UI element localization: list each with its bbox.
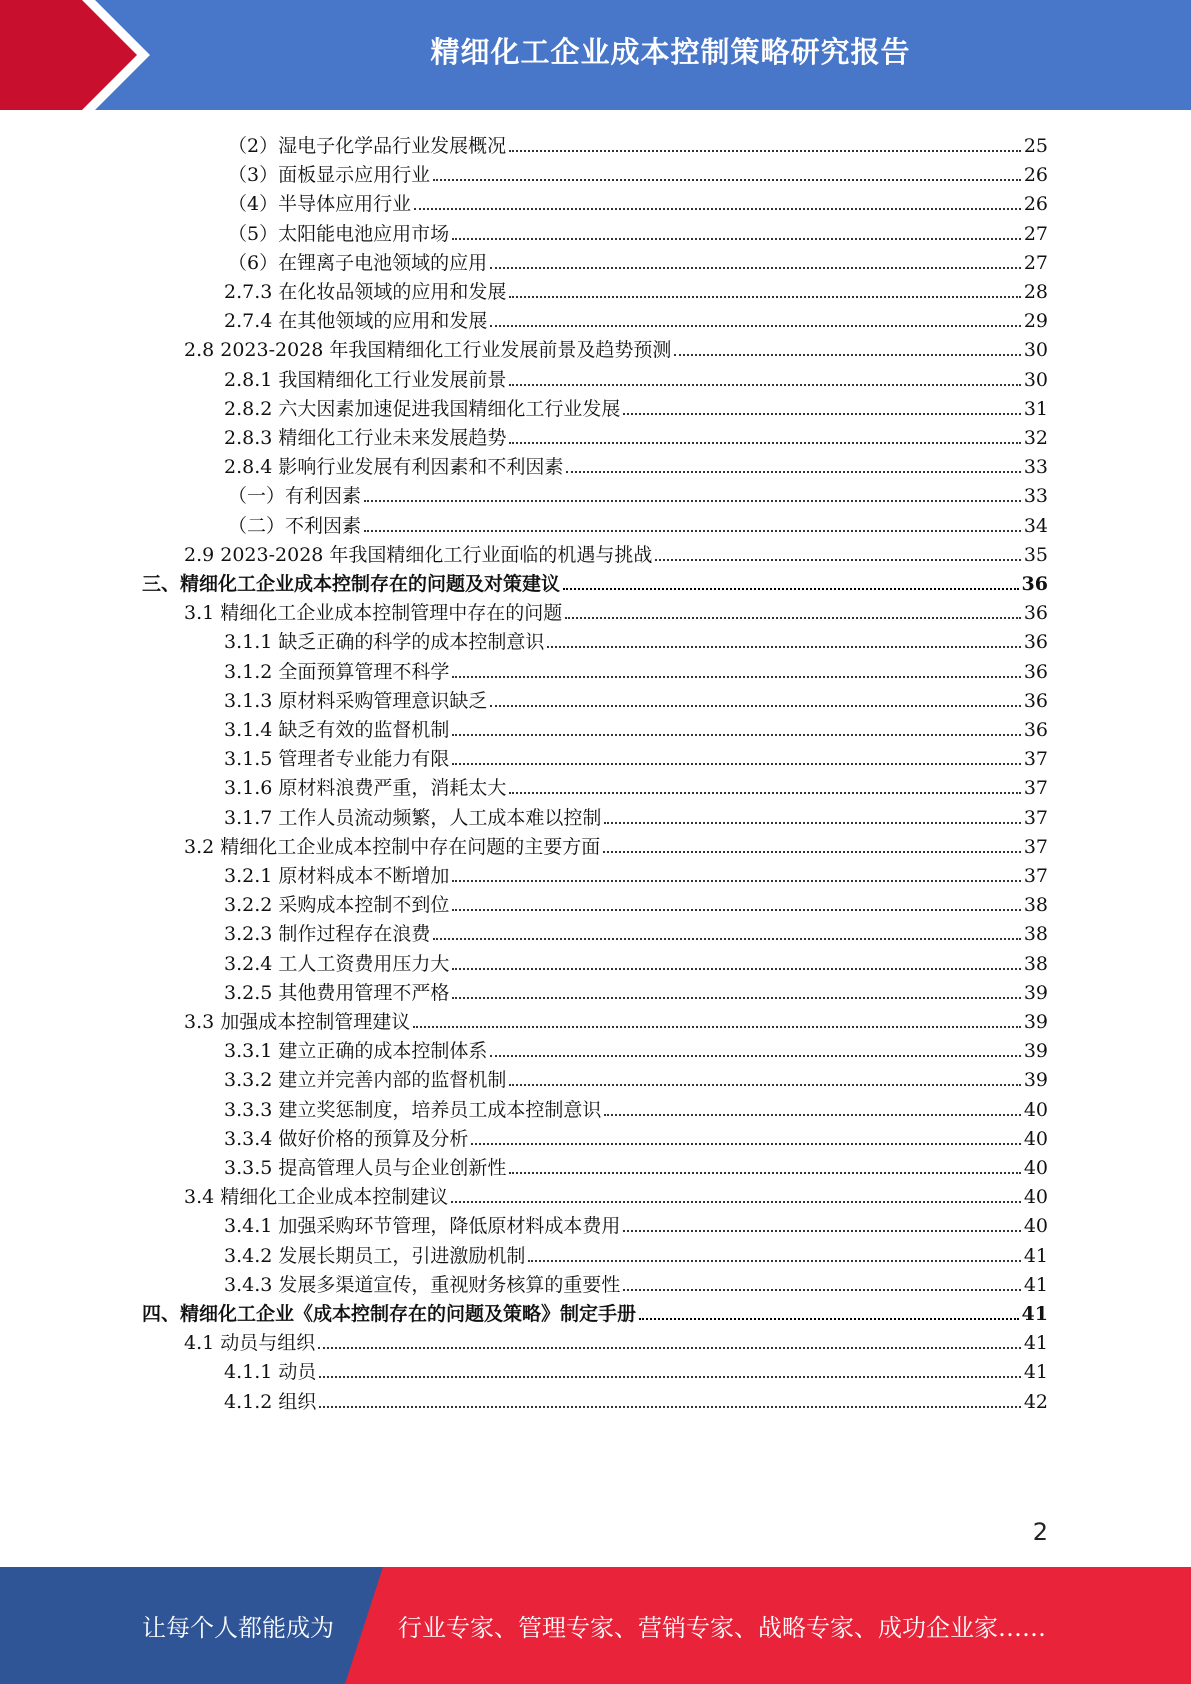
toc-entry-label: 2.8.2 六大因素加速促进我国精细化工行业发展	[224, 397, 621, 420]
header-chevron-icon	[0, 0, 160, 110]
toc-entry-page: 40	[1023, 1186, 1048, 1209]
toc-entry-label: 3.2 精细化工企业成本控制中存在问题的主要方面	[184, 835, 601, 858]
toc-entry-label: 3.1.3 原材料采购管理意识缺乏	[224, 689, 488, 712]
toc-entry-page: 37	[1023, 806, 1048, 829]
toc-entry-label: 2.7.4 在其他领域的应用和发展	[224, 310, 488, 333]
toc-entry[interactable]	[224, 1266, 1048, 1296]
toc-entry[interactable]	[228, 477, 1048, 507]
toc-dot-leader	[623, 413, 1020, 415]
toc-entry-label: 3.1.1 缺乏正确的科学的成本控制意识	[224, 631, 545, 654]
toc-entry-label: 3.4.2 发展长期员工，引进激励机制	[224, 1244, 526, 1267]
toc-entry[interactable]	[184, 594, 1048, 624]
toc-entry-label: （2）湿电子化学品行业发展概况	[228, 135, 507, 157]
toc-entry[interactable]	[184, 1003, 1048, 1033]
toc-entry-page: 37	[1023, 865, 1048, 887]
toc-entry[interactable]	[228, 244, 1048, 274]
toc-entry[interactable]	[228, 156, 1048, 186]
toc-entry-label: 2.9 2023-2028 年我国精细化工行业面临的机遇与挑战	[184, 543, 653, 566]
toc-entry-page: 26	[1023, 193, 1048, 216]
toc-entry-page: 41	[1023, 1361, 1048, 1384]
toc-dot-leader	[413, 1026, 1021, 1028]
toc-entry[interactable]	[224, 1120, 1048, 1150]
toc-entry[interactable]	[224, 886, 1048, 916]
toc-entry-page: 40	[1023, 1127, 1048, 1150]
toc-entry-page: 36	[1021, 573, 1048, 595]
toc-entry[interactable]	[142, 565, 1048, 595]
toc-entry-page: 41	[1023, 1244, 1048, 1267]
toc-dot-leader	[319, 1376, 1020, 1378]
page-footer	[0, 1567, 1191, 1684]
toc-dot-leader	[452, 997, 1020, 999]
footer-slogan-left: 让每个人都能成为	[142, 1614, 334, 1642]
toc-entry[interactable]	[224, 1091, 1048, 1121]
toc-entry-page: 38	[1023, 923, 1048, 946]
toc-entry-page: 41	[1023, 1273, 1048, 1296]
toc-entry-label: （5）太阳能电池应用市场	[228, 222, 450, 245]
toc-dot-leader	[433, 179, 1021, 181]
toc-entry-page: 41	[1023, 1332, 1048, 1355]
toc-dot-leader	[509, 442, 1020, 444]
toc-dot-leader	[452, 968, 1020, 970]
toc-entry-label: （二）不利因素	[228, 514, 362, 537]
toc-dot-leader	[623, 1289, 1020, 1291]
toc-entry-page: 36	[1023, 660, 1048, 683]
toc-dot-leader	[490, 325, 1020, 327]
toc-entry-label: 2.8.1 我国精细化工行业发展前景	[224, 368, 507, 391]
toc-entry[interactable]	[184, 536, 1048, 566]
toc-entry[interactable]	[184, 1324, 1048, 1354]
toc-dot-leader	[509, 150, 1021, 152]
toc-dot-leader	[509, 1084, 1020, 1086]
toc-entry-label: 3.1.2 全面预算管理不科学	[224, 660, 450, 683]
toc-dot-leader	[364, 530, 1021, 532]
toc-dot-leader	[471, 1143, 1020, 1145]
toc-entry-label: 3.4.1 加强采购环节管理，降低原材料成本费用	[224, 1215, 621, 1238]
footer-slogan-right: 行业专家、管理专家、营销专家、战略专家、成功企业家……	[398, 1614, 1046, 1642]
toc-entry-page: 37	[1023, 835, 1048, 858]
toc-entry-label: 3.2.4 工人工资费用压力大	[224, 952, 450, 975]
toc-entry-page: 33	[1023, 456, 1048, 479]
toc-entry-page: 29	[1023, 310, 1048, 333]
toc-entry[interactable]	[228, 185, 1048, 215]
toc-entry-page: 32	[1023, 427, 1048, 449]
toc-dot-leader	[563, 588, 1019, 590]
page-number: 2	[1032, 1518, 1048, 1546]
toc-entry-label: （一）有利因素	[228, 485, 362, 508]
toc-entry-page: 38	[1023, 894, 1048, 917]
toc-entry[interactable]	[224, 711, 1048, 741]
toc-entry-page: 30	[1023, 339, 1048, 362]
toc-entry-page: 41	[1021, 1303, 1048, 1325]
toc-entry-label: 3.1.5 管理者专业能力有限	[224, 748, 450, 771]
toc-dot-leader	[452, 763, 1020, 765]
toc-entry-label: （4）半导体应用行业	[228, 193, 412, 216]
toc-entry-page: 36	[1023, 689, 1048, 712]
toc-entry-label: 2.7.3 在化妆品领域的应用和发展	[224, 281, 507, 303]
toc-entry-label: 2.8.4 影响行业发展有利因素和不利因素	[224, 456, 564, 479]
toc-entry-label: 3.1.4 缺乏有效的监督机制	[224, 719, 450, 741]
toc-dot-leader	[509, 792, 1020, 794]
toc-dot-leader	[490, 1055, 1020, 1057]
toc-entry[interactable]	[224, 390, 1048, 420]
toc-entry[interactable]	[228, 215, 1048, 245]
toc-entry-label: （3）面板显示应用行业	[228, 164, 431, 187]
toc-entry[interactable]	[224, 769, 1048, 799]
toc-dot-leader	[603, 851, 1021, 853]
toc-entry-label: 3.1 精细化工企业成本控制管理中存在的问题	[184, 602, 563, 625]
toc-entry-label: 4.1.1 动员	[224, 1361, 317, 1384]
toc-dot-leader	[490, 267, 1021, 269]
toc-dot-leader	[565, 617, 1021, 619]
toc-dot-leader	[566, 471, 1020, 473]
toc-entry-label: 3.2.2 采购成本控制不到位	[224, 894, 450, 917]
toc-entry[interactable]	[228, 127, 1048, 157]
toc-dot-leader	[452, 734, 1020, 736]
toc-entry-page: 26	[1023, 164, 1048, 187]
toc-entry-label: 2.8 2023-2028 年我国精细化工行业发展前景及趋势预测	[184, 339, 672, 362]
toc-entry-label: （6）在锂离子电池领域的应用	[228, 251, 488, 274]
toc-entry-page: 35	[1023, 543, 1048, 566]
toc-entry[interactable]	[224, 623, 1048, 653]
toc-dot-leader	[318, 1347, 1021, 1349]
toc-dot-leader	[364, 500, 1021, 502]
toc-dot-leader	[509, 384, 1020, 386]
toc-entry-label: 3.3 加强成本控制管理建议	[184, 1011, 411, 1033]
toc-entry-page: 31	[1023, 397, 1048, 420]
toc-entry-page: 40	[1023, 1157, 1048, 1179]
toc-dot-leader	[451, 1201, 1021, 1203]
toc-entry-page: 38	[1023, 952, 1048, 975]
toc-entry-page: 39	[1023, 1069, 1048, 1092]
toc-dot-leader	[639, 1318, 1019, 1320]
toc-entry[interactable]	[224, 1383, 1048, 1413]
toc-entry-label: 4.1 动员与组织	[184, 1332, 316, 1355]
toc-dot-leader	[604, 1114, 1020, 1116]
toc-dot-leader	[490, 705, 1020, 707]
toc-entry-page: 34	[1023, 514, 1048, 537]
toc-entry-label: 3.2.1 原材料成本不断增加	[224, 865, 450, 887]
toc-entry-page: 28	[1023, 281, 1048, 303]
toc-entry[interactable]	[224, 857, 1048, 887]
toc-entry[interactable]	[184, 828, 1048, 858]
toc-entry[interactable]	[224, 1149, 1048, 1179]
toc-entry-page: 40	[1023, 1098, 1048, 1121]
toc-entry-label: 四、精细化工企业《成本控制存在的问题及策略》制定手册	[142, 1303, 637, 1325]
page-header	[0, 0, 1191, 110]
toc-entry-label: 3.3.1 建立正确的成本控制体系	[224, 1040, 488, 1063]
toc-entry[interactable]	[228, 507, 1048, 537]
toc-entry-label: 3.3.5 提高管理人员与企业创新性	[224, 1157, 507, 1179]
toc-dot-leader	[452, 238, 1021, 240]
toc-entry-page: 33	[1023, 485, 1048, 508]
toc-entry-page: 27	[1023, 251, 1048, 274]
toc-dot-leader	[414, 208, 1021, 210]
toc-entry[interactable]	[224, 302, 1048, 332]
toc-entry-page: 39	[1023, 1040, 1048, 1063]
toc-entry-page: 30	[1023, 368, 1048, 391]
toc-dot-leader	[655, 559, 1020, 561]
toc-entry[interactable]	[224, 1237, 1048, 1267]
toc-entry[interactable]	[224, 945, 1048, 975]
toc-entry[interactable]	[224, 1207, 1048, 1237]
toc-dot-leader	[509, 296, 1020, 298]
toc-dot-leader	[528, 1260, 1020, 1262]
toc-entry-label: 3.3.3 建立奖惩制度，培养员工成本控制意识	[224, 1098, 602, 1121]
toc-entry-label: 3.3.4 做好价格的预算及分析	[224, 1127, 469, 1150]
toc-entry[interactable]	[224, 682, 1048, 712]
toc-entry-page: 36	[1023, 631, 1048, 654]
toc-dot-leader	[509, 1172, 1020, 1174]
toc-dot-leader	[433, 938, 1020, 940]
toc-dot-leader	[452, 880, 1020, 882]
toc-entry-label: 3.1.6 原材料浪费严重，消耗太大	[224, 777, 507, 800]
toc-entry-page: 37	[1023, 777, 1048, 800]
toc-entry-label: 3.4 精细化工企业成本控制建议	[184, 1186, 449, 1209]
toc-entry[interactable]	[224, 1353, 1048, 1383]
document-title: 精细化工企业成本控制策略研究报告	[430, 34, 911, 69]
toc-entry[interactable]	[224, 915, 1048, 945]
toc-entry[interactable]	[184, 1178, 1048, 1208]
toc-entry[interactable]	[224, 1061, 1048, 1091]
toc-dot-leader	[452, 909, 1020, 911]
toc-entry-page: 25	[1023, 135, 1048, 157]
toc-dot-leader	[319, 1406, 1020, 1408]
toc-entry[interactable]	[224, 361, 1048, 391]
toc-entry-label: 4.1.2 组织	[224, 1390, 317, 1413]
toc-entry-label: 3.4.3 发展多渠道宣传，重视财务核算的重要性	[224, 1273, 621, 1296]
toc-entry-page: 42	[1023, 1390, 1048, 1413]
toc-entry[interactable]	[224, 419, 1048, 449]
toc-entry[interactable]	[224, 273, 1048, 303]
toc-entry[interactable]	[224, 740, 1048, 770]
toc-entry[interactable]	[142, 1295, 1048, 1325]
toc-entry-page: 37	[1023, 748, 1048, 771]
toc-entry[interactable]	[224, 653, 1048, 683]
toc-entry-label: 3.1.7 工作人员流动频繁，人工成本难以控制	[224, 806, 602, 829]
toc-entry-page: 39	[1023, 981, 1048, 1004]
toc-dot-leader	[604, 822, 1020, 824]
toc-entry[interactable]	[224, 799, 1048, 829]
toc-entry-page: 36	[1023, 602, 1048, 625]
toc-entry-label: 三、精细化工企业成本控制存在的问题及对策建议	[142, 573, 561, 595]
toc-entry[interactable]	[184, 331, 1048, 361]
toc-entry-page: 40	[1023, 1215, 1048, 1238]
toc-entry[interactable]	[224, 448, 1048, 478]
toc-dot-leader	[452, 676, 1020, 678]
toc-dot-leader	[623, 1230, 1020, 1232]
toc-dot-leader	[674, 354, 1020, 356]
toc-entry-page: 39	[1023, 1011, 1048, 1033]
toc-entry-page: 27	[1023, 222, 1048, 245]
toc-entry-page: 36	[1023, 719, 1048, 741]
toc-entry[interactable]	[224, 974, 1048, 1004]
toc-entry-label: 3.2.3 制作过程存在浪费	[224, 923, 431, 946]
toc-entry-label: 2.8.3 精细化工行业未来发展趋势	[224, 427, 507, 449]
toc-entry-label: 3.3.2 建立并完善内部的监督机制	[224, 1069, 507, 1092]
toc-entry[interactable]	[224, 1032, 1048, 1062]
toc-entry-label: 3.2.5 其他费用管理不严格	[224, 981, 450, 1004]
toc-dot-leader	[547, 646, 1020, 648]
